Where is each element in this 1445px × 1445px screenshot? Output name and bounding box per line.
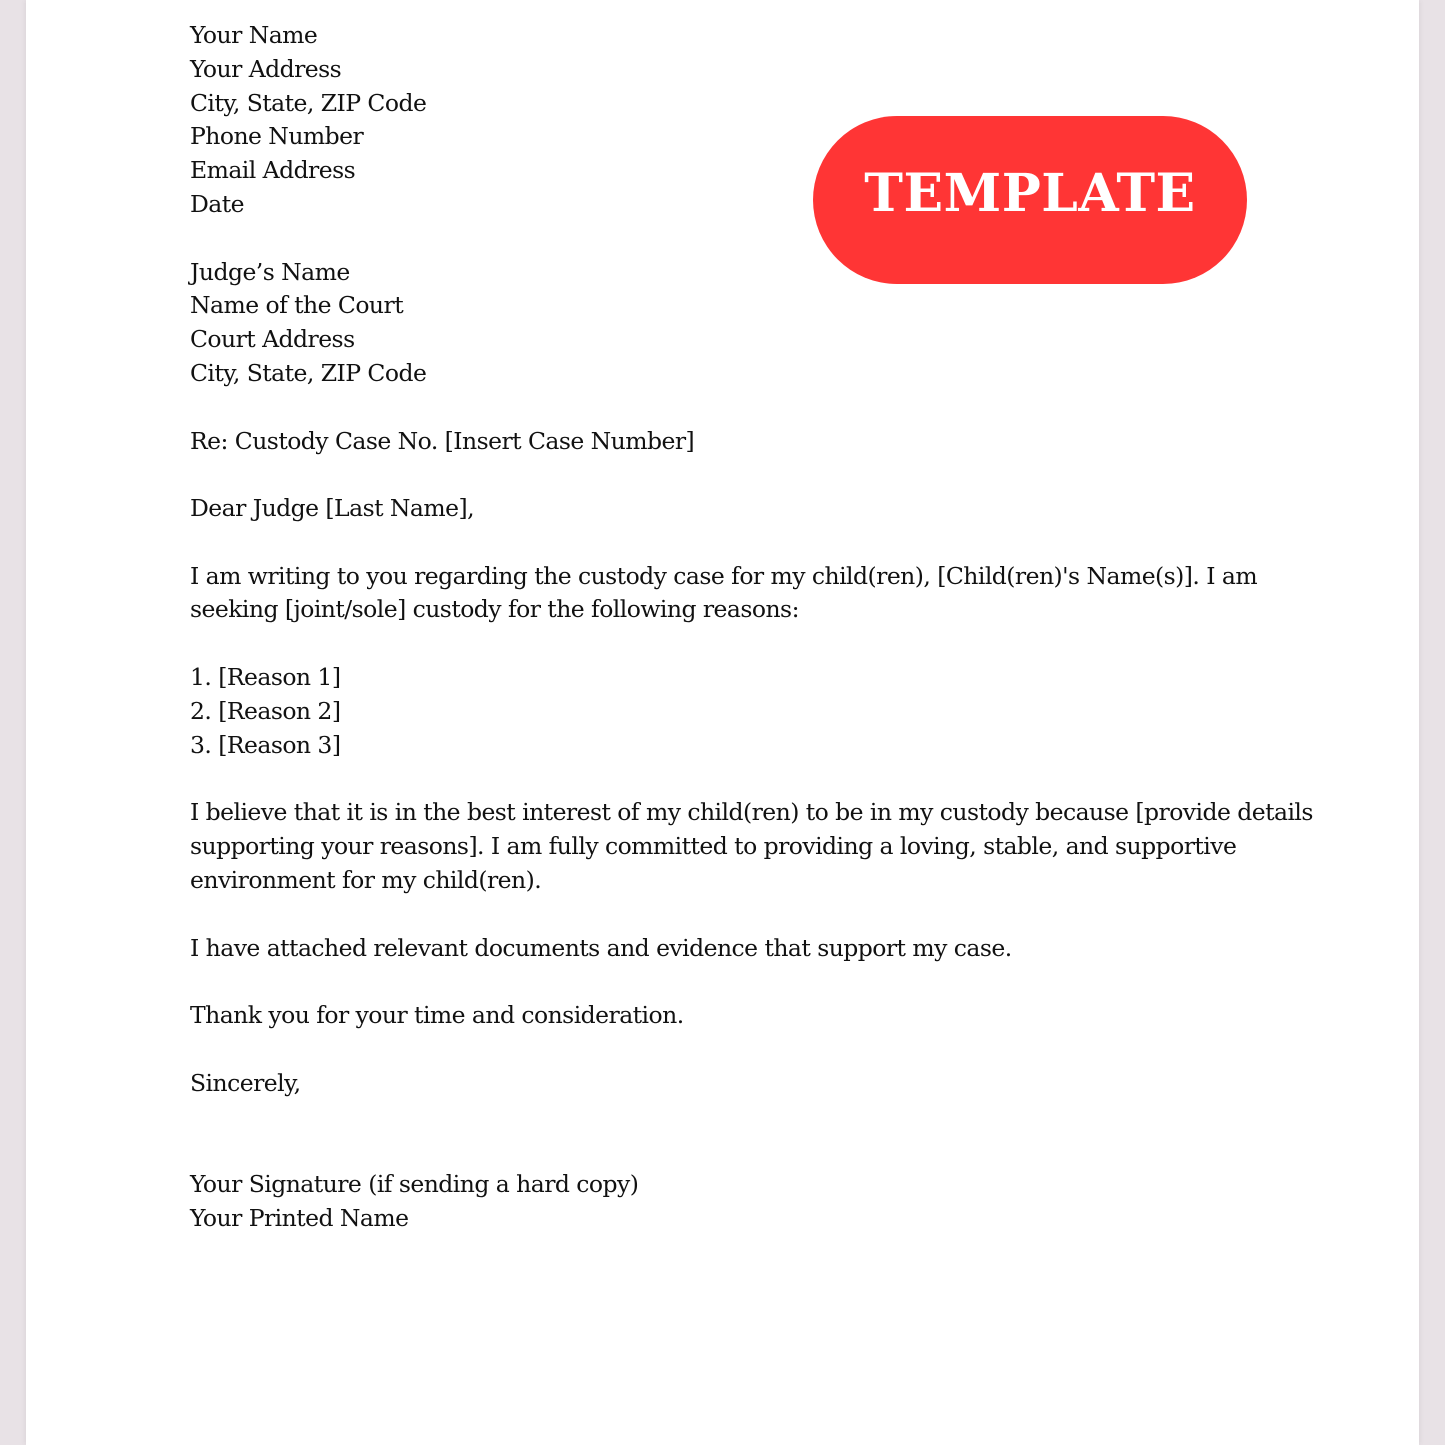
- sender-name: Your Name: [190, 21, 318, 49]
- thanks-line: Thank you for your time and consideration.: [190, 1001, 684, 1029]
- intro-line-1: I am writing to you regarding the custody case for my child(ren), [Child(ren)'s Name(s)]. I am: [190, 562, 1258, 590]
- recipient-court-name: Name of the Court: [190, 291, 404, 319]
- belief-line-1: I believe that it is in the best interest of my child(ren) to be in my custody because [provide details: [190, 798, 1313, 826]
- reason-item: 3. [Reason 3]: [190, 731, 341, 759]
- printed-name: Your Printed Name: [190, 1204, 409, 1232]
- signature-line: Your Signature (if sending a hard copy): [190, 1170, 639, 1198]
- closing: Sincerely,: [190, 1069, 301, 1097]
- subject-line: Re: Custody Case No. [Insert Case Number]: [190, 427, 695, 455]
- belief-line-3: environment for my child(ren).: [190, 866, 542, 894]
- letter-date: Date: [190, 190, 245, 218]
- sender-address: Your Address: [190, 55, 342, 83]
- template-badge: [813, 116, 1247, 284]
- sender-email: Email Address: [190, 156, 356, 184]
- salutation: Dear Judge [Last Name],: [190, 494, 474, 522]
- recipient-judge-name: Judge’s Name: [190, 258, 350, 286]
- recipient-city-state-zip: City, State, ZIP Code: [190, 359, 427, 387]
- intro-line-2: seeking [joint/sole] custody for the following reasons:: [190, 595, 799, 623]
- recipient-court-address: Court Address: [190, 325, 355, 353]
- sender-city-state-zip: City, State, ZIP Code: [190, 89, 427, 117]
- reason-item: 2. [Reason 2]: [190, 697, 341, 725]
- template-badge-label: TEMPLATE: [864, 162, 1196, 224]
- reason-item: 1. [Reason 1]: [190, 663, 341, 691]
- attachments-line: I have attached relevant documents and evidence that support my case.: [190, 934, 1012, 962]
- sender-phone: Phone Number: [190, 122, 364, 150]
- letter-page: [26, 0, 1419, 1445]
- belief-line-2: supporting your reasons]. I am fully committed to providing a loving, stable, and supportive: [190, 832, 1237, 860]
